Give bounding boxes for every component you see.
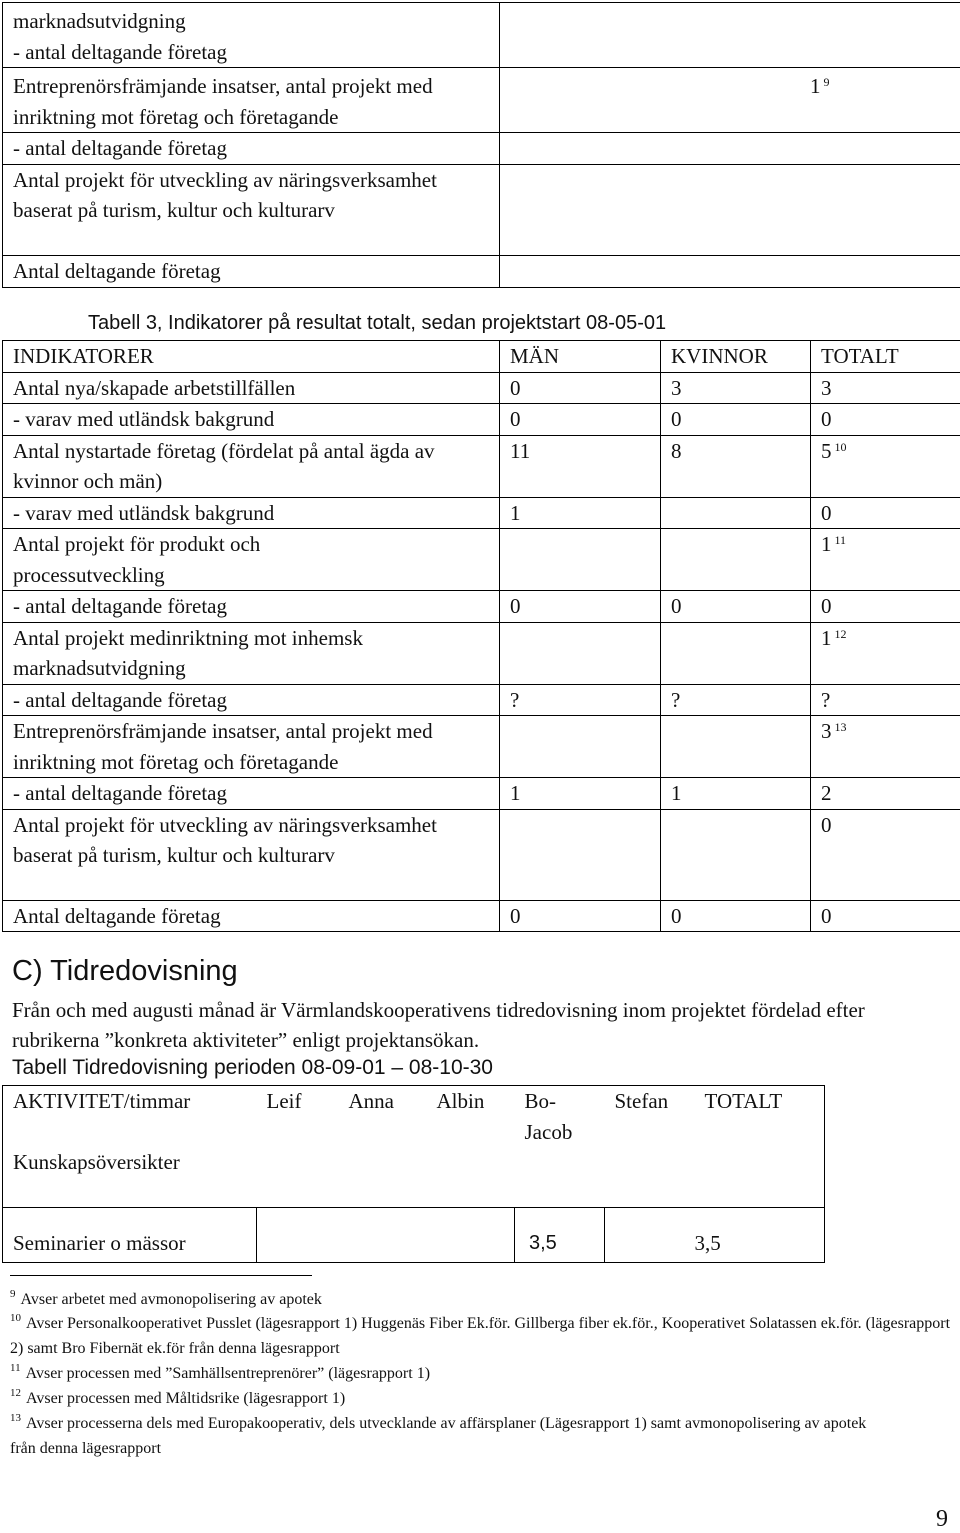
column-header: INDIKATORER [3, 341, 500, 373]
cell-value: 0 [811, 591, 960, 623]
column-header: TOTALT [811, 341, 960, 373]
cell-value: 0 [811, 900, 960, 932]
footnote [10, 1312, 955, 1361]
cell-value: 5 [821, 439, 832, 463]
table-row [3, 133, 960, 165]
table-header-row [3, 341, 960, 373]
footnote-number: 13 [10, 1412, 21, 1424]
table3-caption: Tabell 3, Indikatorer på resultat totalt, sedan projektstart 08-05-01 [88, 312, 666, 335]
cell-value: ? [811, 684, 960, 716]
table-row [3, 68, 960, 133]
footnote-ref: 9 [824, 75, 830, 89]
table-row [3, 255, 960, 287]
footnote-separator [10, 1275, 312, 1276]
table-row [3, 1147, 825, 1207]
table-row [3, 900, 960, 932]
column-header: Anna [339, 1086, 427, 1148]
cell-value [515, 1147, 605, 1207]
cell-value: 1 [500, 497, 661, 529]
cell-value: 0 [500, 900, 661, 932]
footnote-number: 9 [10, 1288, 16, 1300]
continued-indicator-table [2, 2, 960, 288]
row-label: - antal deltagande företag [3, 684, 500, 716]
table-row [3, 529, 960, 591]
row-label: Antal deltagande företag [3, 900, 500, 932]
cell-value [500, 529, 661, 591]
cell-value: 0 [661, 900, 811, 932]
cell-value: 3 [661, 372, 811, 404]
footnote [10, 1288, 322, 1313]
cell-value [257, 1147, 339, 1207]
table-row [3, 778, 960, 810]
cell-value [257, 1207, 515, 1262]
cell-value [500, 622, 661, 684]
row-label: Antal projekt för utveckling av näringsverksamhet baserat på turism, kultur och kulturarv [3, 809, 500, 900]
cell-value [695, 1147, 825, 1207]
table-row [3, 3, 960, 68]
row-label: Entreprenörsfrämjande insatser, antal projekt med inriktning mot företag och företagande [3, 716, 500, 778]
row-label: Seminarier o mässor [3, 1207, 257, 1262]
row-label: - antal deltagande företag [3, 591, 500, 623]
table-row [3, 164, 960, 255]
row-label: Antal deltagande företag [3, 255, 500, 287]
cell-value: 11 [500, 435, 661, 497]
footnote-text: Avser processen med Måltidsrike (lägesrapport 1) [26, 1390, 345, 1407]
row-label: marknadsutvidgning [13, 6, 499, 37]
cell-value [500, 716, 661, 778]
cell-value [661, 529, 811, 591]
column-header: Albin [427, 1086, 515, 1148]
column-header: KVINNOR [661, 341, 811, 373]
table-row [3, 684, 960, 716]
row-label: Kunskapsöversikter [3, 1147, 257, 1207]
row-label: Antal projekt medinriktning mot inhemsk marknadsutvidgning [3, 622, 500, 684]
cell-value: 0 [500, 372, 661, 404]
footnote [10, 1362, 430, 1387]
footnote-text: Avser Personalkooperativet Pusslet (lägesrapport 1) Huggenäs Fiber Ek.för. Gillberga fiber ek.för., Kooperativet Solatassen ek.för. (lägesrapport 2) samt Bro Fibernät ek.för från denna lägesrapport [10, 1315, 950, 1357]
footnote-ref: 11 [835, 533, 847, 547]
row-label: Antal nya/skapade arbetstillfällen [3, 372, 500, 404]
table-row [3, 591, 960, 623]
cell-value: 1 [661, 778, 811, 810]
cell-value [661, 809, 811, 900]
footnote-text: Avser processerna dels med Europakooperativ, dels utvecklande av affärsplaner (Lägesrapport 1) samt avmonopolisering av apotek från denna lägesrapport [10, 1415, 866, 1457]
timesheet-table [2, 1085, 825, 1263]
table-row [3, 435, 960, 497]
section-heading: C) Tidredovisning [12, 955, 238, 988]
row-label: - antal deltagande företag [13, 37, 499, 68]
cell-value [661, 716, 811, 778]
table-row [3, 497, 960, 529]
cell-value [605, 1207, 695, 1262]
footnote-ref: 13 [835, 720, 847, 734]
row-label: - varav med utländsk bakgrund [3, 497, 500, 529]
row-label: Entreprenörsfrämjande insatser, antal projekt med inriktning mot företag och företagande [3, 68, 500, 133]
cell-value: 8 [661, 435, 811, 497]
section-paragraph: Från och med augusti månad är Värmlandskooperativens tidredovisning inom projektet fördelad efter rubrikerna ”konkreta aktiviteter” enligt projektansökan. [12, 995, 932, 1055]
footnote [10, 1387, 345, 1412]
cell-value: 1 [821, 626, 832, 650]
cell-value: 1 [810, 74, 821, 98]
cell-value: 3 [811, 372, 960, 404]
footnote-text: Avser processen med ”Samhällsentreprenörer” (lägesrapport 1) [26, 1365, 430, 1382]
column-header: TOTALT [695, 1086, 825, 1148]
footnote-ref: 10 [835, 440, 847, 454]
footnote-number: 11 [10, 1362, 21, 1374]
cell-value: ? [500, 684, 661, 716]
cell-value: 3,5 [695, 1207, 825, 1262]
cell-value: 0 [500, 591, 661, 623]
cell-value [661, 622, 811, 684]
row-label: Antal nystartade företag (fördelat på antal ägda av kvinnor och män) [3, 435, 500, 497]
table-row [3, 622, 960, 684]
row-label: Antal projekt för utveckling av näringsverksamhet baserat på turism, kultur och kulturarv [3, 164, 500, 255]
cell-value: 0 [661, 591, 811, 623]
row-label: - antal deltagande företag [3, 778, 500, 810]
cell-value: 3,5 [515, 1207, 605, 1262]
page-number: 9 [936, 1506, 948, 1533]
row-label: Antal projekt för produkt och processutveckling [3, 529, 500, 591]
cell-value: ? [661, 684, 811, 716]
column-header: MÄN [500, 341, 661, 373]
column-header: Bo-Jacob [515, 1086, 605, 1148]
cell-value: 2 [811, 778, 960, 810]
cell-value: 0 [500, 404, 661, 436]
row-label: - varav med utländsk bakgrund [3, 404, 500, 436]
row-label: - antal deltagande företag [3, 133, 500, 165]
cell-value: 1 [821, 532, 832, 556]
cell-value [427, 1147, 515, 1207]
cell-value: 0 [811, 497, 960, 529]
cell-value [500, 809, 661, 900]
cell-value: 0 [811, 404, 960, 436]
footnote-ref: 12 [835, 627, 847, 641]
table-row [3, 1207, 825, 1262]
column-header: AKTIVITET/timmar [3, 1086, 257, 1148]
table-header-row [3, 1086, 825, 1148]
cell-value: 1 [500, 778, 661, 810]
cell-value: 0 [661, 404, 811, 436]
table-row [3, 716, 960, 778]
cell-value [661, 497, 811, 529]
table-row [3, 372, 960, 404]
table3 [2, 340, 960, 932]
footnote-text: Avser arbetet med avmonopolisering av apotek [21, 1291, 322, 1308]
cell-value: 3 [821, 719, 832, 743]
table-row [3, 404, 960, 436]
column-header: Leif [257, 1086, 339, 1148]
column-header: Stefan [605, 1086, 695, 1148]
footnote [10, 1412, 880, 1461]
footnote-number: 10 [10, 1312, 21, 1324]
footnote-number: 12 [10, 1387, 21, 1399]
cell-value [605, 1147, 695, 1207]
cell-value [339, 1147, 427, 1207]
cell-value: 0 [811, 809, 960, 900]
timesheet-caption: Tabell Tidredovisning perioden 08-09-01 – 08-10-30 [12, 1056, 493, 1080]
table-row [3, 809, 960, 900]
